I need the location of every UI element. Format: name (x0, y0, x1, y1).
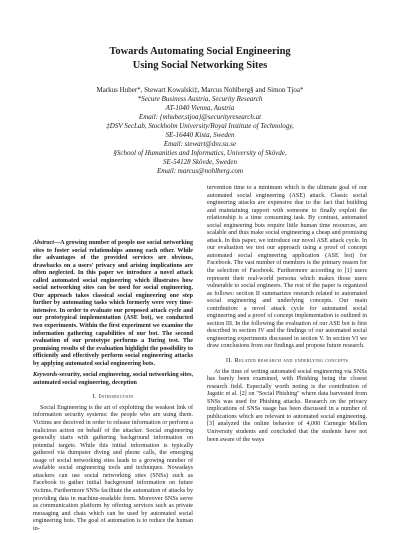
keywords (33, 372, 193, 387)
left-column (33, 240, 193, 533)
section-heading-introduction: I. Introduction (92, 393, 134, 401)
right-column (207, 185, 367, 444)
abstract (33, 240, 193, 368)
affiliation-line: AT-1040 Vienna, Austria (165, 104, 235, 112)
keywords-label: Keywords (33, 372, 58, 379)
section-heading-related-research: II. Related research and underlying concepts (225, 357, 349, 365)
affiliation-line: §School of Humanities and Informatics, University of Skövde, (113, 149, 287, 157)
introduction-paragraph-continued: tervention time to a minimum which is the ultimate goal of our automated social engineering (ASE) attack. Classic social engineering attacks are expensive due to the fact that building and maintaining rapport with someone to finally exploit the relationship is a time consuming task. By contrast, automated social engineering bots require little human time resources, are scalable and thus make social engineering a cheap and promising attack. In this paper, we introduce our novel ASE attack cycle. In our evaluation we test our approach using a proof of concept automated social engineering application (ASE bot) for Facebook. The vast number of members is the primary reason for the selection of Facebook. Furthermore according to [1] users represent their real-world persona which makes those users vulnerable to social engineers. The rest of the paper is organized as follows: section II summarizes research related to automated social engineering and underlying concepts. Our main contribution: a novel attack cycle for automated social engineering and a proof of concept implementation is outlined in section III. In the following the evaluation of our ASE bot is first described in section IV and the findings of our automated social engineering experiments discussed in section V. In section VI we draw conclusions from our findings and propose future research. (207, 185, 367, 350)
abstract-text: —A growing number of people use social networking sites to foster social relationships among each other. While the advantages of the provided services are obvious, drawbacks on a users' privacy and arising implications are often neglected. In this paper we introduce a novel attack called automated social engineering which illustrates how social networking sites can be used for social engineering. Our approach takes classical social engineering one step further by automating tasks which formerly were very time-intensive. In order to evaluate our proposed attack cycle and our prototypical implementation (ASE bot), we conducted two experiments. Within the first experiment we examine the information gathering capabilities of our bot. The second evaluation of our prototype performs a Turing test. The promising results of the evaluation highlight the possibility to efficiently and effectively perform social engineering attacks by applying automated social engineering bots. (33, 240, 193, 367)
abstract-label: Abstract (33, 240, 54, 246)
keywords-text: -security, social engineering, social networking sites, automated social engineering, deception (33, 372, 193, 386)
title-line-1: Towards Automating Social Engineering (109, 46, 291, 57)
affiliation-line: SE-16440 Kista, Sweden (165, 131, 235, 139)
title-line-2: Using Social Networking Sites (132, 60, 268, 71)
affiliation-line: *Secure Business Austria, Security Research (137, 95, 263, 103)
affiliation-line: ‡DSV SecLab, Stockholm University/Royal Institute of Technology, (106, 122, 294, 130)
affiliation-email: Email: {mhuber,stjoa}@securityresearch.at (138, 113, 262, 121)
related-research-paragraph: At the time of writing automated social engineering via SNSs has barely been examined, with Phishing being the closest research field. Especially worth noting is the contribution of Jagatic et al. [2] on "Social Phishing" where data harvested from SNSs was used for Phishing attacks. Research on the privacy implications of SNSs usage has been discussed in a number of publications which are relevant to automated social engineering. [3] analyzed the online behavior of 4,000 Carnegie Mellon University students and concluded that the students have not been aware of the ways (207, 368, 367, 443)
introduction-paragraph: Social Engineering is the art of exploiting the weakest link of information security systems: the people who are using them. Victims are deceived in order to release information or perform a malicious action on behalf of the attacker. Social engineering generally starts with gathering background information on potential targets. While this initial information is typically gathered via dumpster diving and phone calls, the emerging usage of social networking sites leads to a growing number of available social engineering tools and techniques. Nowadays attackers can use social networking sites (SNSs) such as Facebook to gather initial background information on future victims. Furthermore SNSs facilitate the automation of attacks by providing data in machine-readable form. Moreover SNSs serve as communication platform by offering services such as private messaging and chats which can be used by automated social engineering bots. The goal of automation is to reduce the human in- (33, 404, 193, 532)
author-names: Markus Huber*, Stewart Kowalski‡, Marcus Nohlberg§ and Simon Tjoa* (96, 86, 304, 94)
affiliation-email: Email: marcus@nohlberg.com (156, 167, 244, 175)
affiliation-email: Email: stewart@dsv.su.se (163, 140, 237, 148)
paper-title (40, 45, 360, 73)
affiliation-line: SE-54128 Skövde, Sweden (162, 158, 238, 166)
author-block (40, 86, 360, 176)
